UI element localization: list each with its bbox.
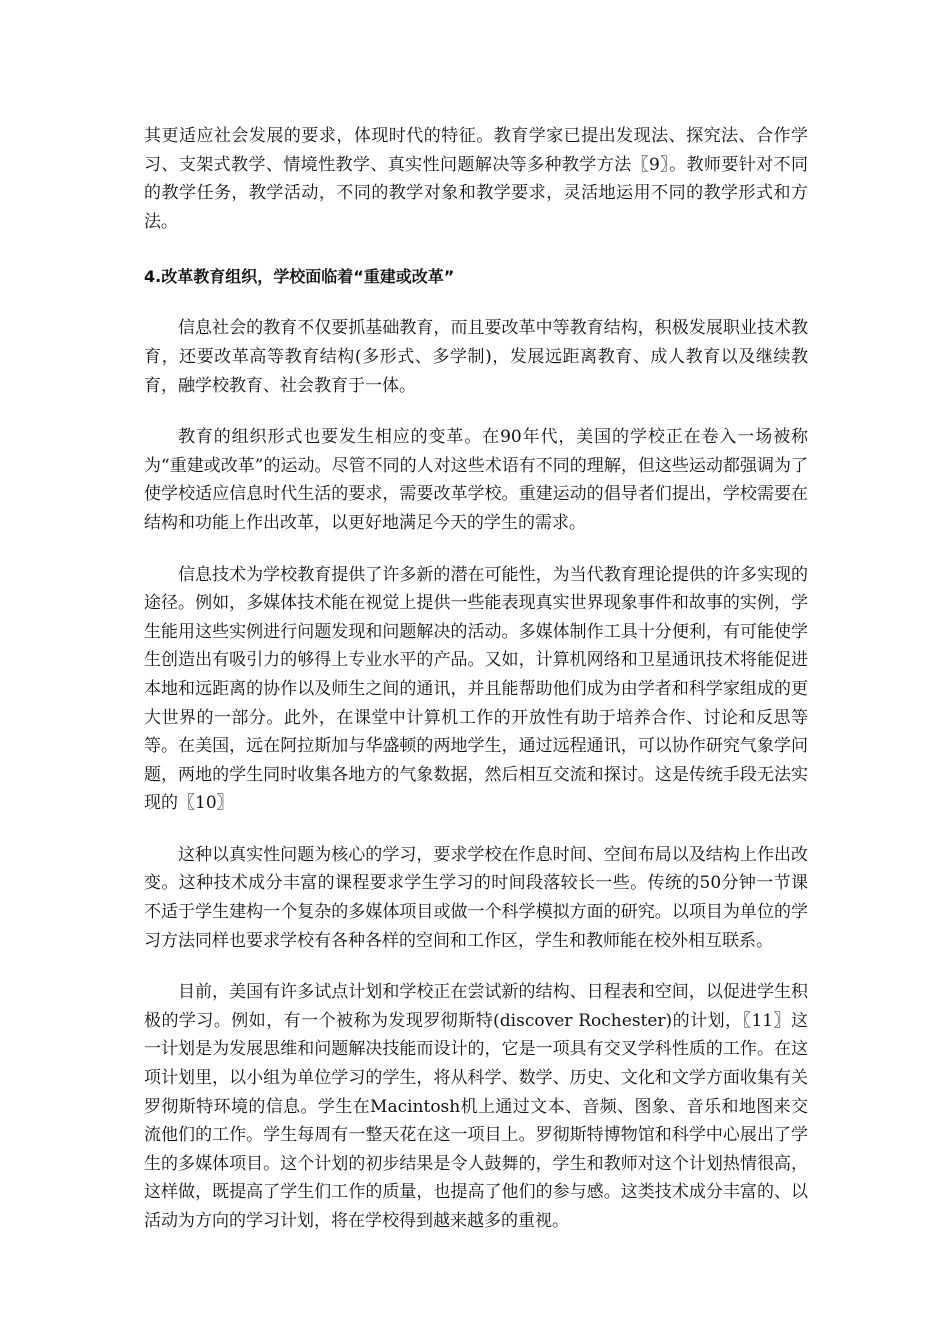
paragraph-continued: 其更适应社会发展的要求，体现时代的特征。教育学家已提出发现法、探究法、合作学习、支架式教学、情境性教学、真实性问题解决等多种教学方法〖9〗。教师要针对不同的教学任务，教学活动，不同的教学对象和教学要求，灵活地运用不同的教学形式和方法。 — [144, 126, 808, 232]
paragraph-3: 信息技术为学校教育提供了许多新的潜在可能性，为当代教育理论提供的许多实现的途径。例如，多媒体技术能在视觉上提供一些能表现真实世界现象事件和故事的实例，学生能用这些实例进行问题发现和问题解决的活动。多媒体制作工具十分便利，有可能使学生创造出有吸引力的够得上专业水平的产品。又如，计算机网络和卫星通讯技术将能促进本地和远距离的协作以及师生之间的通讯，并且能帮助他们成为由学者和科学家组成的更大世界的一部分。此外，在课堂中计算机工作的开放性有助于培养合作、讨论和反思等等。在美国，远在阿拉斯加与华盛顿的两地学生，通过远程通讯，可以协作研究气象学问题，两地的学生同时收集各地方的气象数据，然后相互交流和探讨。这是传统手段无法实现的〖10〗 — [144, 564, 808, 814]
document-page — [144, 122, 808, 1236]
paragraph-1: 信息社会的教育不仅要抓基础教育，而且要改革中等教育结构，积极发展职业技术教育，还要改革高等教育结构(多形式、多学制)，发展远距离教育、成人教育以及继续教育，融学校教育、社会教育于一体。 — [144, 318, 808, 396]
paragraph-4: 这种以真实性问题为核心的学习，要求学校在作息时间、空间布局以及结构上作出改变。这种技术成分丰富的课程要求学生学习的时间段落较长一些。传统的50分钟一节课不适于学生建构一个复杂的多媒体项目或做一个科学模拟方面的研究。以项目为单位的学习方法同样也要求学校有各种各样的空间和工作区，学生和教师能在校外相互联系。 — [144, 844, 808, 951]
paragraph-5: 目前，美国有许多试点计划和学校正在尝试新的结构、日程表和空间，以促进学生积极的学习。例如，有一个被称为发现罗彻斯特(discover Rochester)的计划，〖11〗这一计划是为发展思维和问题解决技能而设计的，它是一项具有交叉学科性质的工作。在这项计划里，以小组为单位学习的学生，将从科学、数学、历史、文化和文学方面收集有关罗彻斯特环境的信息。学生在Macintosh机上通过文本、音频、图象、音乐和地图来交流他们的工作。学生每周有一整天花在这一项目上。罗彻斯特博物馆和科学中心展出了学生的多媒体项目。这个计划的初步结果是令人鼓舞的，学生和教师对这个计划热情很高，这样做，既提高了学生们工作的质量，也提高了他们的参与感。这类技术成分丰富的、以活动为方向的学习计划，将在学校得到越来越多的重视。 — [144, 982, 808, 1231]
paragraph-2: 教育的组织形式也要发生相应的变革。在90年代，美国的学校正在卷入一场被称为“重建或改革”的运动。尽管不同的人对这些术语有不同的理解，但这些运动都强调为了使学校适应信息时代生活的要求，需要改革学校。重建运动的倡导者们提出，学校需要在结构和功能上作出改革，以更好地满足今天的学生的需求。 — [144, 427, 808, 533]
section-heading: 4.改革教育组织，学校面临着“重建或改革” — [144, 267, 455, 287]
